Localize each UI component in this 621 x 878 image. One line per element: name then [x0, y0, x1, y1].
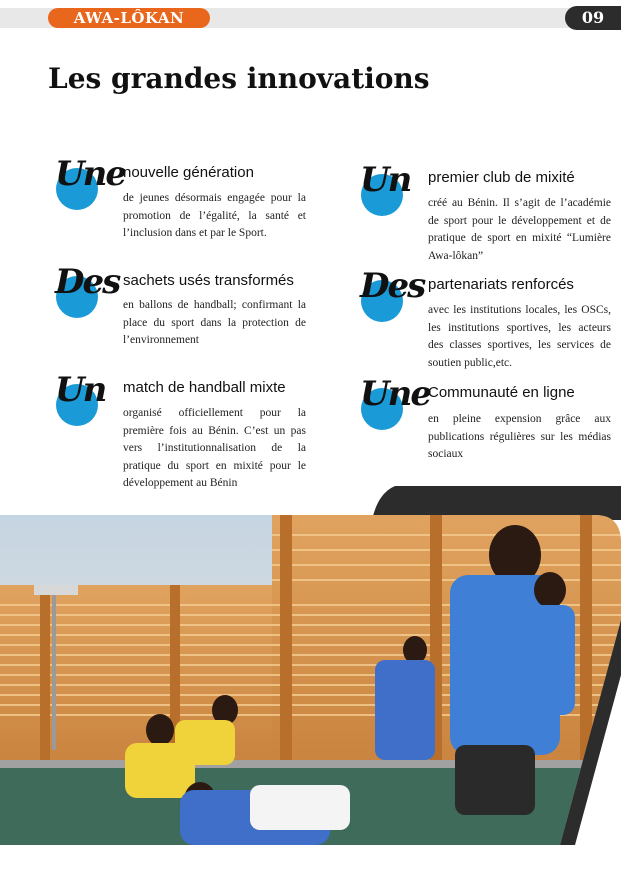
- badge-word: Une: [360, 374, 431, 414]
- innovation-title: Communauté en ligne: [428, 384, 575, 401]
- badge-word: Des: [360, 266, 425, 306]
- innovation-description: organisé officiellement pour la première fois au Bénin. C’est un pas vers l’institutionnalisation de la pratique du sport en mixité pour le développement au Bénin: [123, 407, 306, 489]
- photo-illustration: [0, 515, 621, 845]
- badge-word: Un: [360, 160, 411, 200]
- badge-word: Une: [55, 154, 126, 194]
- floodlight: [34, 585, 78, 595]
- page-number: 09: [565, 6, 621, 30]
- innovation-title: partenariats renforcés: [428, 276, 574, 293]
- innovation-description: en ballons de handball; confirmant la place du sport dans la protection de l’environnement: [123, 299, 306, 346]
- floodlight-pole: [52, 590, 56, 750]
- innovation-title: premier club de mixité: [428, 169, 575, 186]
- innovation-title: match de handball mixte: [123, 379, 286, 396]
- innovation-description: avec les institutions locales, les OSCs, les institutions sportives, les acteurs des classes sportives, les services de soutien public,etc.: [428, 304, 611, 369]
- handball-photo: [0, 515, 621, 845]
- innovation-title: nouvelle génération: [123, 164, 254, 181]
- innovation-title: sachets usés transformés: [123, 272, 294, 289]
- innovation-description: de jeunes désormais engagée pour la promotion de l’égalité, la santé et l’inclusion dans et par le Sport.: [123, 192, 306, 239]
- page-title: Les grandes innovations: [48, 62, 430, 95]
- innovation-description: en pleine expension grâce aux publications régulières sur les médias sociaux: [428, 413, 611, 460]
- badge-word: Un: [55, 370, 106, 410]
- innovation-description: créé au Bénin. Il s’agit de l’académie de sport pour le développement et de pratique de sport en mixité “Lumière Awa-lôkan”: [428, 197, 611, 262]
- brand-label: AWA-LÔKAN: [48, 8, 210, 28]
- badge-word: Des: [55, 262, 120, 302]
